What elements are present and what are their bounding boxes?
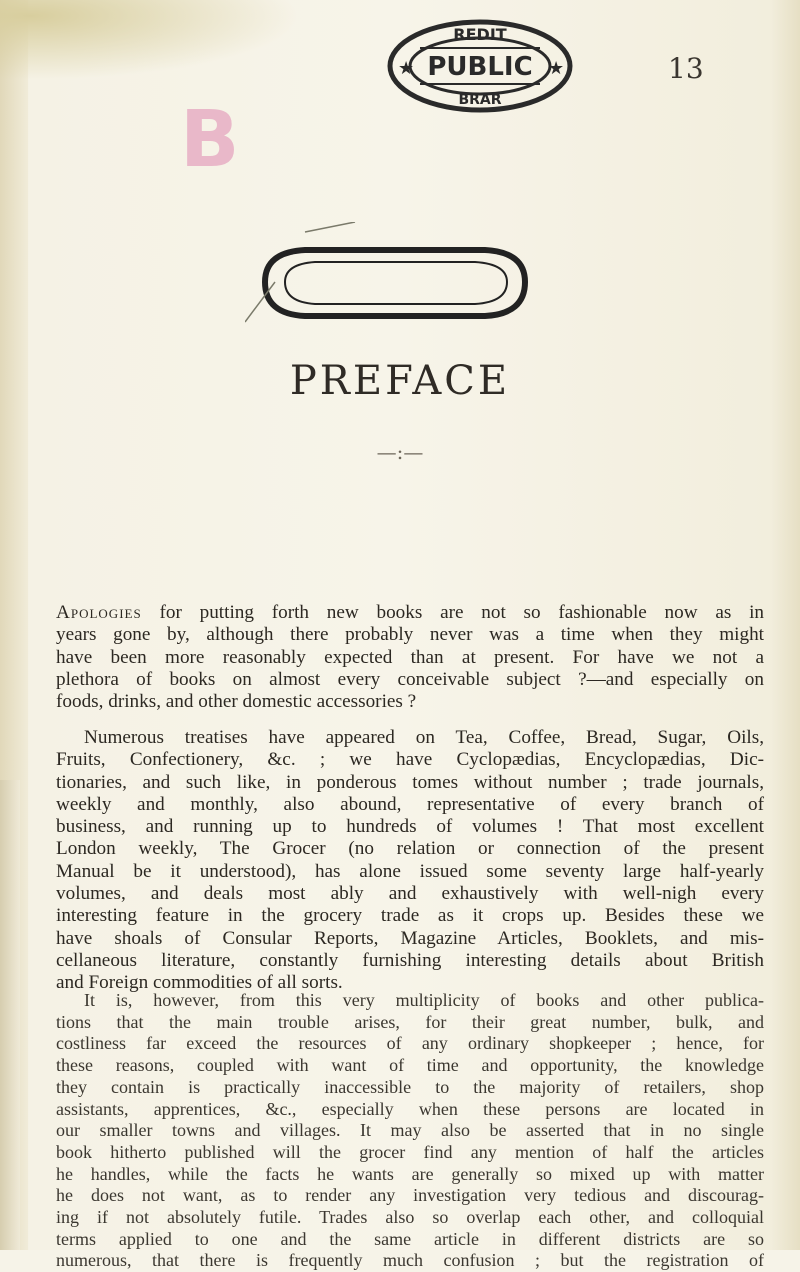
paragraph-line: terms applied to one and the same article in different districts are so [56,1228,764,1249]
paragraph-line: business, and running up to hundreds of volumes ! That most excellent [56,816,764,838]
stamp-letter: B [180,95,240,185]
paragraph-line: he does not want, as to render any investigation very tedious and discourag- [56,1185,764,1206]
paragraph-line: our smaller towns and villages. It may also be asserted that in no single [56,1120,764,1141]
paragraph-line: It is, however, from this very multiplicity of books and other publica- [84,990,764,1010]
paragraph-line: cellaneous literature, constantly furnishing interesting details about British [56,949,764,971]
svg-text:BRAR: BRAR [458,92,502,108]
library-stamp-logo [380,18,580,114]
paragraph-line: he handles, while the facts he wants are generally so mixed up with matter [56,1163,764,1184]
paper-stain [0,0,300,80]
paragraph-line: have shoals of Consular Reports, Magazine Articles, Booklets, and mis- [56,927,764,949]
paragraph-line: they contain is practically inaccessible to the majority of retailers, shop [56,1076,764,1097]
paragraph-line: years gone by, although there probably never was a time when they might [56,624,764,646]
title-ornament: —:— [376,440,424,464]
paragraph-line: have been more reasonably expected than at present. For have we not a [56,646,764,668]
paragraph-line: foods, drinks, and other domestic accessories ? [56,691,417,713]
lead-word: Apologies [56,602,142,623]
paragraph-line: assistants, apprentices, &c., especially when these persons are located in [56,1098,764,1119]
paragraph-line: weekly and monthly, also abound, representative of every branch of [56,793,764,815]
paragraph-line: interesting feature in the grocery trade as it crops up. Besides these we [56,905,764,927]
paragraph-line: numerous, that there is frequently much confusion ; but the registration of [56,1250,764,1271]
paragraph-line: London weekly, The Grocer (no relation or connection of the present [56,838,764,860]
paragraph-line: costliness far exceed the resources of any ordinary shopkeeper ; hence, for [56,1033,764,1054]
paragraph-line: Numerous treatises have appeared on Tea, Coffee, Bread, Sugar, Oils, [84,727,764,748]
svg-text:★: ★ [548,58,565,79]
paragraph-line: book hitherto published will the grocer find any mention of half the articles [56,1141,764,1162]
paragraph-line: ing if not absolutely futile. Trades also so overlap each other, and colloquial [56,1207,764,1228]
paragraph-3 [56,990,764,1272]
page-number: 13 [668,52,704,85]
oval-stamp-frame [245,222,545,342]
paragraph-line: volumes, and deals most ably and exhaustively with well-nigh every [56,883,764,905]
svg-text:PUBLIC: PUBLIC [427,52,533,82]
paragraph-line: plethora of books on almost every conceivable subject ?—and especially on [56,668,764,690]
paragraph-line: these reasons, coupled with want of time and opportunity, the knowledge [56,1055,764,1076]
paragraph-1 [56,602,764,713]
page-title: PREFACE [289,358,511,404]
paragraph-line: tions that the main trouble arises, for their great number, bulk, and [56,1011,764,1032]
paragraph-line: Fruits, Confectionery, &c. ; we have Cyclopædias, Encyclopædias, Dic- [56,749,764,771]
paragraph-line: Manual be it understood), has alone issued some seventy large half-yearly [56,860,764,882]
page-edge-shadow [0,780,20,1250]
paragraph-2 [56,727,764,995]
svg-text:★: ★ [398,58,415,79]
svg-text:REDIT: REDIT [453,25,507,44]
paragraph-line: and Foreign commodities of all sorts. [56,972,343,994]
paragraph-line: tionaries, and such like, in ponderous tomes without number ; trade journals, [56,771,764,793]
paragraph-line: Apologies for putting forth new books are not so fashionable now as in [56,602,765,623]
